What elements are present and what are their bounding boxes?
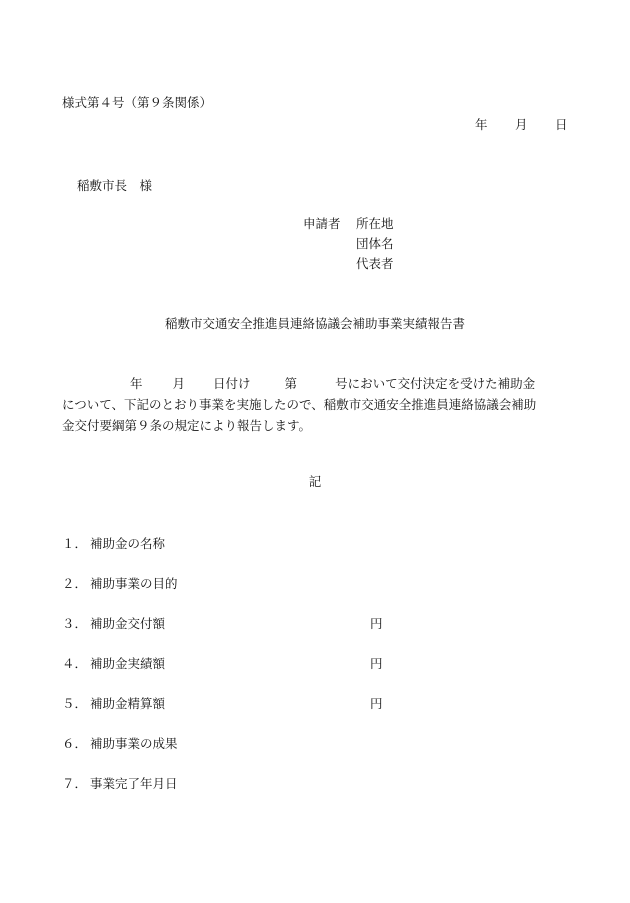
item-label: 補助金実績額 [90,656,166,671]
date-month: 月 [515,117,528,132]
body-line-1 [62,373,582,394]
body-year: 年 [130,376,143,391]
applicant-address-label: 所在地 [356,216,394,231]
item-label: 補助事業の目的 [90,576,178,591]
item-unit: 円 [370,696,383,711]
item-number: ６． [62,736,88,751]
addressee: 稲敷市長 様 [77,178,153,193]
body-date-suffix: 日付け [213,376,251,391]
item-label: 補助金交付額 [90,616,166,631]
item-label: 補助金の名称 [90,536,166,551]
body-month: 月 [172,376,186,391]
body-line-3: 金交付要綱第９条の規定により報告します。 [62,418,312,433]
body-paragraph [62,373,582,436]
item-label: 事業完了年月日 [90,776,178,791]
body-dai: 第 [284,376,298,391]
applicant-org-label: 団体名 [356,236,394,251]
item-number: ７． [62,776,88,791]
item-label: 補助事業の成果 [90,736,178,751]
applicant-prefix: 申請者 [303,216,341,231]
body-line1-rest: 号において交付決定を受けた補助金 [335,376,536,391]
date-year: 年 [475,117,488,132]
item-number: ２． [62,576,88,591]
item-label: 補助金精算額 [90,696,166,711]
item-number: ５． [62,696,88,711]
item-unit: 円 [370,656,383,671]
applicant-rep-label: 代表者 [356,256,394,271]
item-unit: 円 [370,616,383,631]
body-line-2: について、下記のとおり事業を実施したので、稲敷市交通安全推進員連絡協議会補助 [62,397,537,412]
item-number: ４． [62,656,88,671]
item-number: ３． [62,616,88,631]
item-number: １． [62,536,88,551]
ki-heading: 記 [308,474,322,489]
date-day: 日 [555,117,568,132]
document-title: 稲敷市交通安全推進員連絡協議会補助事業実績報告書 [164,316,465,331]
form-label: 様式第４号（第９条関係） [62,95,213,110]
